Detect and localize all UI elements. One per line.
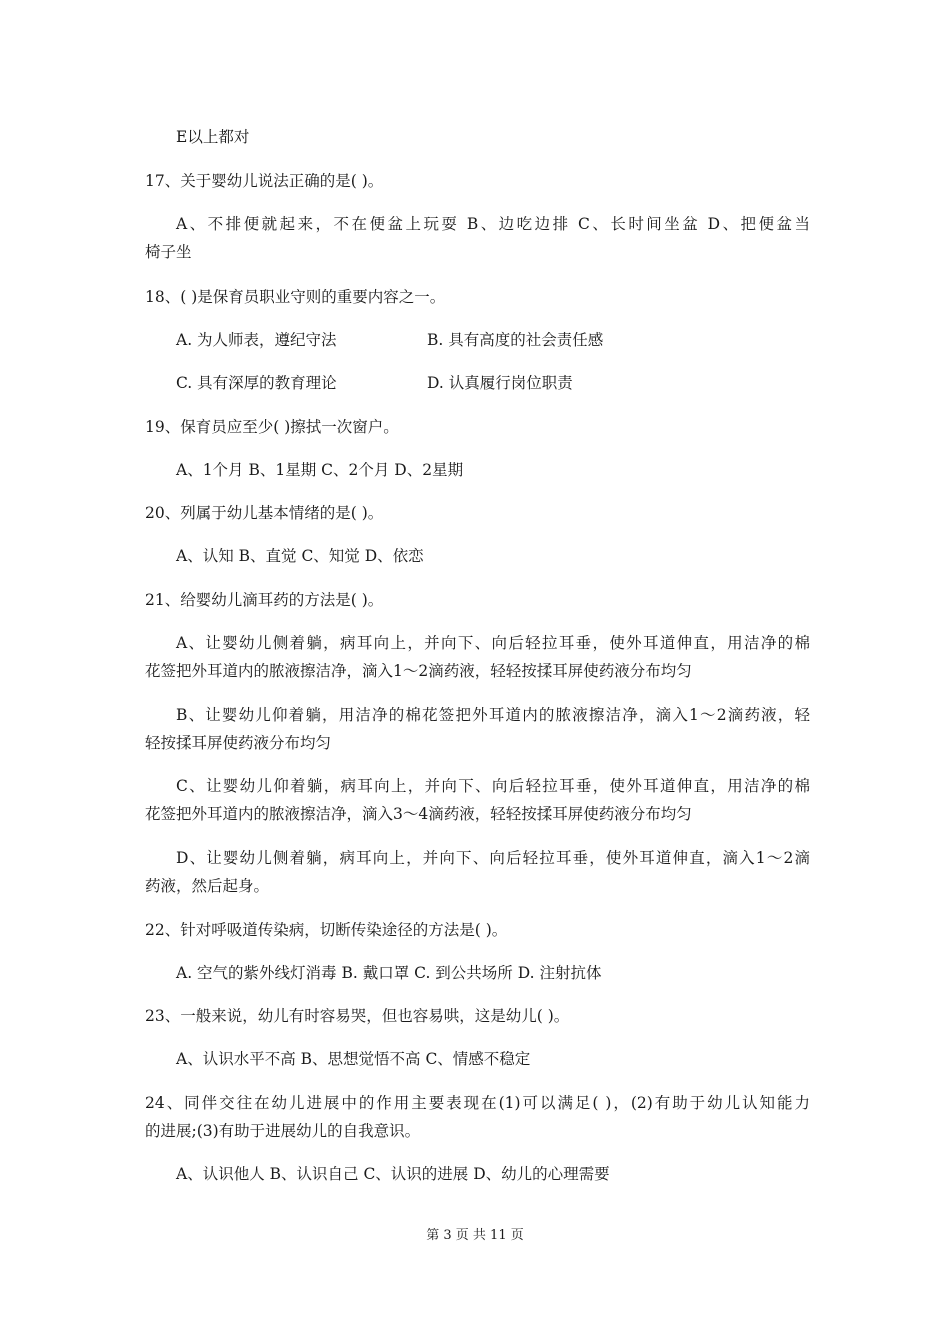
q19-stem: 19、保育员应至少( )擦拭一次窗户。 [145, 418, 399, 436]
q21-option-c-line1: C、让婴幼儿仰着躺，病耳向上，并向下、向后轻拉耳垂，使外耳道伸直，用洁净的棉 [176, 777, 810, 795]
q21-option-b-line2: 轻按揉耳屏使药液分布均匀 [145, 734, 332, 752]
q21-option-d-line1: D、让婴幼儿侧着躺，病耳向上，并向下、向后轻拉耳垂，使外耳道伸直，滴入1～2滴 [176, 849, 810, 867]
q23-stem: 23、一般来说，幼儿有时容易哭，但也容易哄，这是幼儿( )。 [145, 1007, 570, 1025]
q21-option-b-line1: B、让婴幼儿仰着躺，用洁净的棉花签把外耳道内的脓液擦洁净，滴入1～2滴药液，轻 [176, 706, 810, 724]
q18-option-c: C. 具有深厚的教育理论 [176, 374, 337, 392]
q16-option-e: E以上都对 [176, 128, 250, 146]
q22-options: A. 空气的紫外线灯消毒 B. 戴口罩 C. 到公共场所 D. 注射抗体 [176, 964, 602, 982]
q20-options: A、认知 B、直觉 C、知觉 D、依恋 [176, 547, 424, 565]
q19-options: A、1个月 B、1星期 C、2个月 D、2星期 [176, 461, 464, 479]
q17-options-line1: A、不排便就起来，不在便盆上玩耍 B、边吃边排 C、长时间坐盆 D、把便盆当 [176, 215, 810, 233]
q21-stem: 21、给婴幼儿滴耳药的方法是( )。 [145, 591, 384, 609]
q18-option-b: B. 具有高度的社会责任感 [427, 331, 604, 349]
q18-option-d: D. 认真履行岗位职责 [427, 374, 573, 392]
page-number-footer: 第 3 页 共 11 页 [426, 1228, 524, 1243]
q21-option-d-line2: 药液，然后起身。 [145, 877, 270, 895]
q22-stem: 22、针对呼吸道传染病，切断传染途径的方法是( )。 [145, 921, 508, 939]
q24-stem-line2: 的进展;(3)有助于进展幼儿的自我意识。 [145, 1122, 421, 1140]
q21-option-c-line2: 花签把外耳道内的脓液擦洁净，滴入3～4滴药液，轻轻按揉耳屏使药液分布均匀 [145, 805, 692, 823]
q23-options: A、认识水平不高 B、思想觉悟不高 C、情感不稳定 [176, 1050, 531, 1068]
q21-option-a-line1: A、让婴幼儿侧着躺，病耳向上，并向下、向后轻拉耳垂，使外耳道伸直，用洁净的棉 [176, 634, 810, 652]
q24-options: A、认识他人 B、认识自己 C、认识的进展 D、幼儿的心理需要 [176, 1165, 610, 1183]
q18-stem: 18、( )是保育员职业守则的重要内容之一。 [145, 288, 446, 306]
q18-option-a: A. 为人师表，遵纪守法 [176, 331, 337, 349]
q17-options-line2: 椅子坐 [145, 243, 192, 261]
q21-option-a-line2: 花签把外耳道内的脓液擦洁净，滴入1～2滴药液，轻轻按揉耳屏使药液分布均匀 [145, 662, 692, 680]
q17-stem: 17、关于婴幼儿说法正确的是( )。 [145, 172, 384, 190]
q20-stem: 20、列属于幼儿基本情绪的是( )。 [145, 504, 384, 522]
q24-stem-line1: 24、同伴交往在幼儿进展中的作用主要表现在(1)可以满足( )，(2)有助于幼儿认知能力 [145, 1094, 810, 1112]
